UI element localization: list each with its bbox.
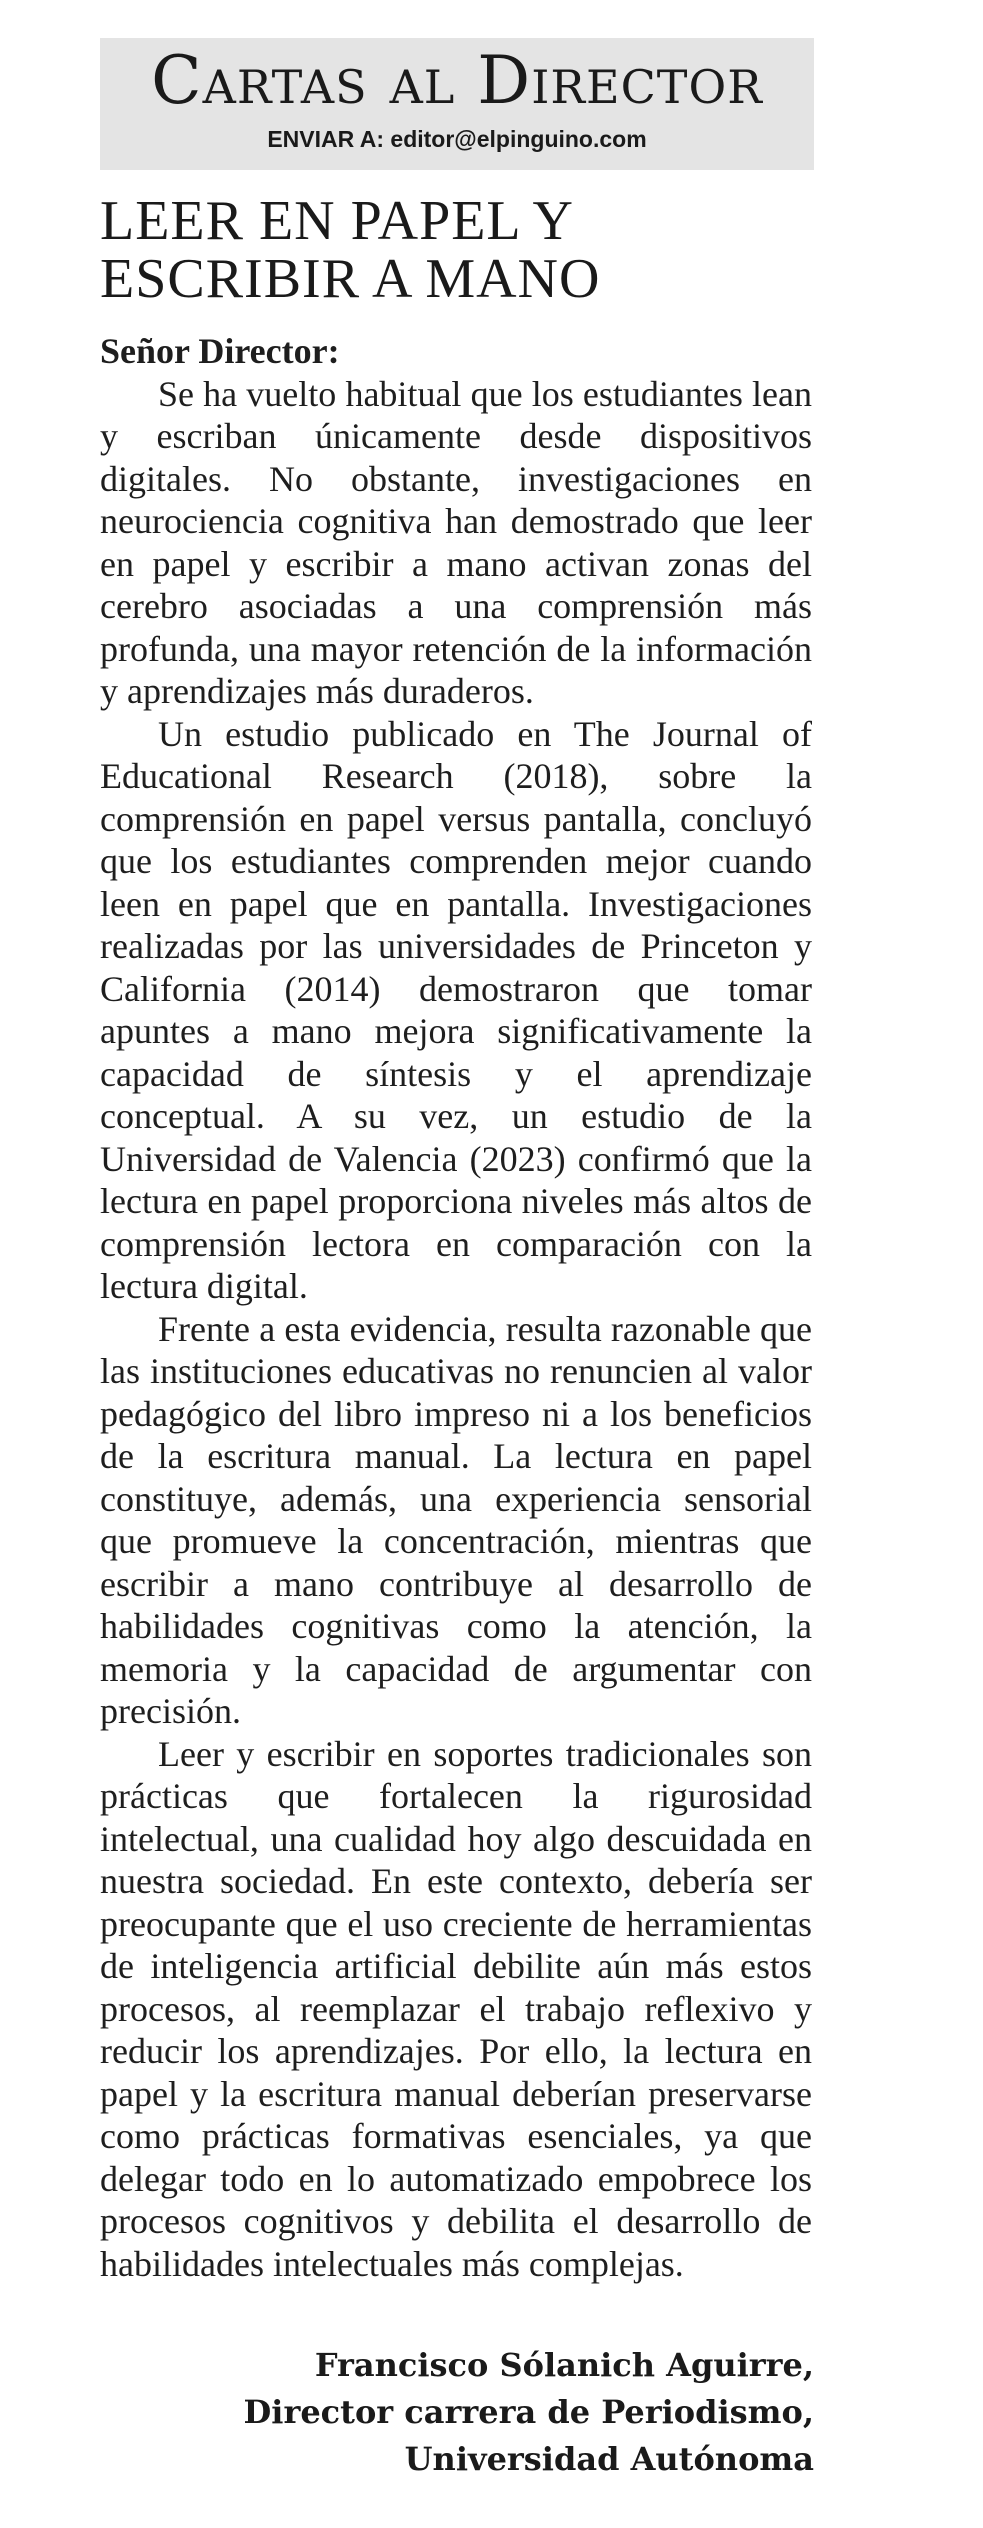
paragraph: Un estudio publicado en The Journal of Educational Research (2018), sobre la comprensión en papel versus pantalla, concluyó que los estudiantes comprenden mejor cuando leen en papel que en pantalla. Investigaciones realizadas por las universidades de Princeton y California (2014) demostraron que tomar apuntes a mano mejora significativamente la capacidad de síntesis y el aprendizaje conceptual. A su vez, un estudio de la Universidad de Valencia (2023) confirmó que la lectura en papel proporciona niveles más altos de comprensión lectora en comparación con la lectura digital. [100,713,812,1306]
letter-body [100,330,812,2285]
author-role: Director carrera de Periodismo, [243,2393,814,2431]
send-to-email: ENVIAR A: editor@elpinguino.com [267,126,647,152]
salutation: Señor Director: [100,331,340,371]
letter-headline: LEER EN PAPEL Y ESCRIBIR A MANO [100,190,601,310]
author-institution: Universidad Autónoma [404,2440,814,2478]
paragraph: Se ha vuelto habitual que los estudiantes lean y escriban únicamente desde dispositivos digitales. No obstante, investigaciones en neurociencia cognitiva han demostrado que leer en papel y escribir a mano activan zonas del cerebro asociadas a una comprensión más profunda, una mayor retención de la información y aprendizajes más duraderos. [100,373,812,711]
section-title: Cartas al Director [151,42,763,119]
section-header [100,38,814,170]
paragraph: Frente a esta evidencia, resulta razonable que las instituciones educativas no renuncien al valor pedagógico del libro impreso ni a los beneficios de la escritura manual. La lectura en papel constituye, además, una experiencia sensorial que promueve la concentración, mientras que escribir a mano contribuye al desarrollo de habilidades cognitivas como la atención, la memoria y la capacidad de argumentar con precisión. [100,1308,812,1731]
paragraph: Leer y escribir en soportes tradicionales son prácticas que fortalecen la rigurosidad intelectual, una cualidad hoy algo descuidada en nuestra sociedad. En este contexto, debería ser preocupante que el uso creciente de herramientas de inteligencia artificial debilite aún más estos procesos, al reemplazar el trabajo reflexivo y reducir los aprendizajes. Por ello, la lectura en papel y la escritura manual deberían preservarse como prácticas formativas esenciales, ya que delegar todo en lo automatizado empobrece los procesos cognitivos y debilita el desarrollo de habilidades intelectuales más complejas. [100,1733,812,2284]
author-name: Francisco Sólanich Aguirre, [314,2346,814,2384]
signature-block [100,2342,814,2483]
